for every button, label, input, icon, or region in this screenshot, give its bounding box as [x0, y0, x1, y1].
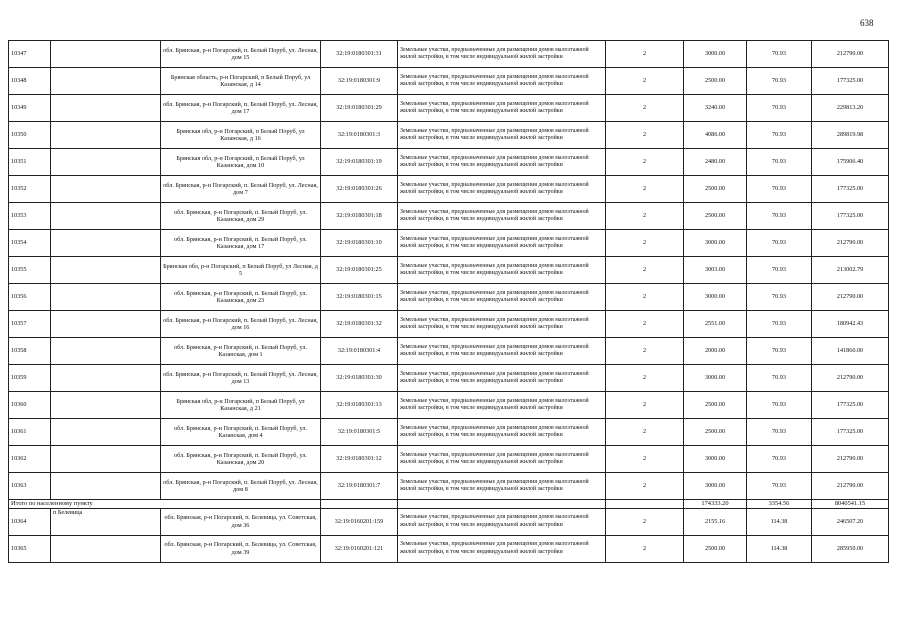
row-number: 10353 [9, 203, 51, 230]
rate-cell: 70.93 [747, 203, 812, 230]
address-cell: обл. Брянская, р-н Погарский, п. Белый Поруб, ул. Казанская, дом 1 [161, 338, 321, 365]
area-cell: 3000.00 [684, 365, 747, 392]
address-cell: обл. Брянская, р-н Погарский, п. Белый Поруб, ул. Лесная, дом 17 [161, 95, 321, 122]
rate-cell: 70.93 [747, 68, 812, 95]
cadastral-value-cell: 212790.00 [812, 230, 889, 257]
group-cell: 2 [606, 284, 684, 311]
table-row [9, 257, 889, 284]
group-cell: 2 [606, 446, 684, 473]
group-cell: 2 [606, 311, 684, 338]
rate-cell: 70.93 [747, 419, 812, 446]
cadastral-value-cell: 177325.00 [812, 392, 889, 419]
address-cell: обл. Брянская, р-н Погарский, п. Белевица, ул. Советская, дом 39 [161, 535, 321, 562]
table-row [9, 338, 889, 365]
area-cell: 2500.00 [684, 392, 747, 419]
rate-cell: 70.93 [747, 95, 812, 122]
group-cell: 2 [606, 473, 684, 500]
table-row [9, 230, 889, 257]
cadastral-number-cell: 32:19:0180301:3 [321, 122, 398, 149]
area-cell: 2480.00 [684, 149, 747, 176]
total-label: Итого по населенному пункту [9, 500, 321, 509]
land-use-cell: Земельные участки, предназначенные для размещения домов малоэтажной жилой застройки, в том числе индивидуальной жилой застройки [398, 176, 606, 203]
land-use-cell: Земельные участки, предназначенные для размещения домов малоэтажной жилой застройки, в том числе индивидуальной жилой застройки [398, 338, 606, 365]
row-number: 10355 [9, 257, 51, 284]
table-row [9, 473, 889, 500]
table-row [9, 149, 889, 176]
cadastral-number-cell: 32:19:0180301:13 [321, 392, 398, 419]
cadastral-number-cell: 32:19:0180301:32 [321, 311, 398, 338]
group-cell: 2 [606, 203, 684, 230]
row-number: 10352 [9, 176, 51, 203]
rate-cell: 70.93 [747, 41, 812, 68]
row-number: 10362 [9, 446, 51, 473]
rate-cell: 70.93 [747, 392, 812, 419]
group-cell: 2 [606, 338, 684, 365]
rate-cell: 70.93 [747, 176, 812, 203]
land-use-cell: Земельные участки, предназначенные для размещения домов малоэтажной жилой застройки, в том числе индивидуальной жилой застройки [398, 203, 606, 230]
area-cell: 2500.00 [684, 419, 747, 446]
row-number: 10359 [9, 365, 51, 392]
cadastral-value-cell: 212790.00 [812, 365, 889, 392]
group-cell: 2 [606, 508, 684, 535]
row-number: 10350 [9, 122, 51, 149]
area-cell: 2500.00 [684, 535, 747, 562]
settlement-cell [51, 311, 161, 338]
cadastral-value-cell: 246507.20 [812, 508, 889, 535]
row-number: 10360 [9, 392, 51, 419]
area-cell: 2155.16 [684, 508, 747, 535]
cadastral-number-cell: 32:19:0180301:4 [321, 338, 398, 365]
settlement-cell [51, 535, 161, 562]
cadastral-number-cell: 32:19:0180301:26 [321, 176, 398, 203]
table-row [9, 508, 889, 535]
land-use-cell: Земельные участки, предназначенные для размещения домов малоэтажной жилой застройки, в том числе индивидуальной жилой застройки [398, 41, 606, 68]
address-cell: обл. Брянская, р-н Погарский, п. Белый Поруб, ул. Лесная, дом 13 [161, 365, 321, 392]
rate-cell: 70.93 [747, 149, 812, 176]
rate-cell: 70.93 [747, 311, 812, 338]
row-number: 10364 [9, 508, 51, 535]
cadastral-number-cell: 32:19:0180301:31 [321, 41, 398, 68]
settlement-cell [51, 41, 161, 68]
area-cell: 2551.00 [684, 311, 747, 338]
address-cell: обл. Брянская, р-н Погарский, п. Белый Поруб, ул. Казанская, дом 4 [161, 419, 321, 446]
cadastral-number-cell: 32:19:0180301:5 [321, 419, 398, 446]
rate-cell: 70.93 [747, 284, 812, 311]
settlement-cell [51, 95, 161, 122]
cadastral-number-cell: 32:19:0180301:7 [321, 473, 398, 500]
table-row [9, 284, 889, 311]
group-cell: 2 [606, 257, 684, 284]
group-cell: 2 [606, 149, 684, 176]
group-cell: 2 [606, 95, 684, 122]
cadastral-number-cell: 32:19:0180301:30 [321, 365, 398, 392]
land-use-cell: Земельные участки, предназначенные для размещения домов малоэтажной жилой застройки, в том числе индивидуальной жилой застройки [398, 95, 606, 122]
row-number: 10347 [9, 41, 51, 68]
land-use-cell: Земельные участки, предназначенные для размещения домов малоэтажной жилой застройки, в том числе индивидуальной жилой застройки [398, 149, 606, 176]
settlement-cell [51, 392, 161, 419]
cadastral-number-cell: 32:19:0180301:18 [321, 203, 398, 230]
row-number: 10363 [9, 473, 51, 500]
group-cell: 2 [606, 419, 684, 446]
row-number: 10357 [9, 311, 51, 338]
land-use-cell: Земельные участки, предназначенные для размещения домов малоэтажной жилой застройки, в том числе индивидуальной жилой застройки [398, 508, 606, 535]
address-cell: обл. Брянская, р-н Погарский, п. Белый Поруб, ул. Лесная, дом 16 [161, 311, 321, 338]
area-cell: 2500.00 [684, 203, 747, 230]
address-cell: обл. Брянская, р-н Погарский, п. Белый Поруб, ул. Лесная, дом 15 [161, 41, 321, 68]
cadastral-value-cell: 212790.00 [812, 446, 889, 473]
cadastral-number-cell: 32:19:0180301:29 [321, 95, 398, 122]
land-use-cell: Земельные участки, предназначенные для размещения домов малоэтажной жилой застройки, в том числе индивидуальной жилой застройки [398, 230, 606, 257]
cadastral-number-cell: 32:19:0180301:25 [321, 257, 398, 284]
table-row [9, 446, 889, 473]
rate-cell: 70.93 [747, 122, 812, 149]
rate-cell: 114.38 [747, 508, 812, 535]
settlement-cell: п Белевица [51, 508, 161, 535]
land-use-cell: Земельные участки, предназначенные для размещения домов малоэтажной жилой застройки, в том числе индивидуальной жилой застройки [398, 365, 606, 392]
cadastral-value-cell: 141860.00 [812, 338, 889, 365]
land-use-cell: Земельные участки, предназначенные для размещения домов малоэтажной жилой застройки, в том числе индивидуальной жилой застройки [398, 122, 606, 149]
land-use-cell: Земельные участки, предназначенные для размещения домов малоэтажной жилой застройки, в том числе индивидуальной жилой застройки [398, 419, 606, 446]
settlement-cell [51, 230, 161, 257]
settlement-cell [51, 176, 161, 203]
land-use-cell: Земельные участки, предназначенные для размещения домов малоэтажной жилой застройки, в том числе индивидуальной жилой застройки [398, 311, 606, 338]
group-cell: 2 [606, 176, 684, 203]
rate-cell: 114.38 [747, 535, 812, 562]
table-row [9, 535, 889, 562]
area-cell: 3000.00 [684, 41, 747, 68]
area-cell: 4086.00 [684, 122, 747, 149]
settlement-total-row [9, 500, 889, 509]
group-cell: 2 [606, 122, 684, 149]
total-rate: 3354.56 [747, 500, 812, 509]
settlement-cell [51, 203, 161, 230]
rate-cell: 70.93 [747, 338, 812, 365]
cadastral-value-cell: 177325.00 [812, 419, 889, 446]
address-cell: обл. Брянская, р-н Погарский, п. Белый Поруб, ул. Лесная, дом 8 [161, 473, 321, 500]
settlement-cell [51, 257, 161, 284]
land-use-cell: Земельные участки, предназначенные для размещения домов малоэтажной жилой застройки, в том числе индивидуальной жилой застройки [398, 392, 606, 419]
cadastral-value-cell: 289819.98 [812, 122, 889, 149]
cadastral-number-cell: 32:19:0160201:159 [321, 508, 398, 535]
area-cell: 3003.00 [684, 257, 747, 284]
address-cell: обл. Брянская, р-н Погарский, п. Белый Поруб, ул. Казанская, дом 23 [161, 284, 321, 311]
settlement-cell [51, 446, 161, 473]
settlement-cell [51, 338, 161, 365]
cadastral-number-cell: 32:19:0180301:12 [321, 446, 398, 473]
cadastral-value-cell: 212790.00 [812, 41, 889, 68]
rate-cell: 70.93 [747, 365, 812, 392]
table-row [9, 95, 889, 122]
row-number: 10356 [9, 284, 51, 311]
cadastral-value-cell: 213002.79 [812, 257, 889, 284]
settlement-cell [51, 68, 161, 95]
cadastral-value-cell: 285950.00 [812, 535, 889, 562]
land-use-cell: Земельные участки, предназначенные для размещения домов малоэтажной жилой застройки, в том числе индивидуальной жилой застройки [398, 284, 606, 311]
cadastral-value-cell: 175906.40 [812, 149, 889, 176]
group-cell: 2 [606, 535, 684, 562]
settlement-cell [51, 365, 161, 392]
rate-cell: 70.93 [747, 446, 812, 473]
row-number: 10358 [9, 338, 51, 365]
group-cell: 2 [606, 230, 684, 257]
address-cell: Брянская обл, р-н Погарский, п Белый Поруб, ул Казанская, дом 10 [161, 149, 321, 176]
table-row [9, 365, 889, 392]
area-cell: 2500.00 [684, 176, 747, 203]
area-cell: 3240.00 [684, 95, 747, 122]
cadastral-value-cell: 180942.43 [812, 311, 889, 338]
group-cell: 2 [606, 41, 684, 68]
land-registry-table [8, 40, 889, 563]
address-cell: Брянская обл, р-н Погарский, п Белый Поруб, ул Казанская, д 16 [161, 122, 321, 149]
rate-cell: 70.93 [747, 473, 812, 500]
area-cell: 2500.00 [684, 68, 747, 95]
address-cell: обл. Брянская, р-н Погарский, п. Белый Поруб, ул. Лесная, дом 7 [161, 176, 321, 203]
address-cell: Брянская обл, р-н Погарский, п Белый Поруб, ул Лесная, д 5 [161, 257, 321, 284]
table-row [9, 392, 889, 419]
settlement-cell [51, 419, 161, 446]
total-area: 174333.20 [684, 500, 747, 509]
settlement-cell [51, 284, 161, 311]
cadastral-number-cell: 32:19:0180301:9 [321, 68, 398, 95]
land-use-cell: Земельные участки, предназначенные для размещения домов малоэтажной жилой застройки, в том числе индивидуальной жилой застройки [398, 473, 606, 500]
table-row [9, 203, 889, 230]
row-number: 10348 [9, 68, 51, 95]
address-cell: обл. Брянская, р-н Погарский, п. Белый Поруб, ул. Казанская, дом 29 [161, 203, 321, 230]
row-number: 10351 [9, 149, 51, 176]
area-cell: 3000.00 [684, 473, 747, 500]
table-row [9, 122, 889, 149]
group-cell: 2 [606, 392, 684, 419]
settlement-cell [51, 149, 161, 176]
settlement-cell [51, 473, 161, 500]
row-number: 10365 [9, 535, 51, 562]
table-row [9, 68, 889, 95]
group-cell: 2 [606, 68, 684, 95]
cadastral-value-cell: 212790.00 [812, 473, 889, 500]
rate-cell: 70.93 [747, 230, 812, 257]
land-use-cell: Земельные участки, предназначенные для размещения домов малоэтажной жилой застройки, в том числе индивидуальной жилой застройки [398, 446, 606, 473]
table-row [9, 176, 889, 203]
area-cell: 3000.00 [684, 284, 747, 311]
row-number: 10349 [9, 95, 51, 122]
page-number: 638 [860, 18, 874, 28]
cadastral-number-cell: 32:19:0180301:10 [321, 230, 398, 257]
total-value: 8040541.15 [812, 500, 889, 509]
cadastral-number-cell: 32:19:0180301:19 [321, 149, 398, 176]
cadastral-number-cell: 32:19:0180301:15 [321, 284, 398, 311]
land-use-cell: Земельные участки, предназначенные для размещения домов малоэтажной жилой застройки, в том числе индивидуальной жилой застройки [398, 535, 606, 562]
cadastral-value-cell: 229813.20 [812, 95, 889, 122]
address-cell: Брянская обл, р-н Погарский, п Белый Поруб, ул Казанская, д 21 [161, 392, 321, 419]
area-cell: 3000.00 [684, 230, 747, 257]
land-use-cell: Земельные участки, предназначенные для размещения домов малоэтажной жилой застройки, в том числе индивидуальной жилой застройки [398, 68, 606, 95]
address-cell: обл. Брянская, р-н Погарский, п. Белый Поруб, ул. Казанская, дом 20 [161, 446, 321, 473]
table-row [9, 41, 889, 68]
table-row [9, 311, 889, 338]
group-cell: 2 [606, 365, 684, 392]
table-row [9, 419, 889, 446]
cadastral-value-cell: 177325.00 [812, 176, 889, 203]
address-cell: обл. Брянская, р-н Погарский, п. Белый Поруб, ул. Казанская, дом 17 [161, 230, 321, 257]
cadastral-number-cell: 32:19:0160201:121 [321, 535, 398, 562]
cadastral-value-cell: 177325.00 [812, 68, 889, 95]
rate-cell: 70.93 [747, 257, 812, 284]
address-cell: обл. Брянская, р-н Погарский, п. Белевица, ул. Советская, дом 36 [161, 508, 321, 535]
cadastral-value-cell: 212790.00 [812, 284, 889, 311]
cadastral-value-cell: 177325.00 [812, 203, 889, 230]
land-use-cell: Земельные участки, предназначенные для размещения домов малоэтажной жилой застройки, в том числе индивидуальной жилой застройки [398, 257, 606, 284]
row-number: 10354 [9, 230, 51, 257]
address-cell: Брянская область, р-н Погарский, п Белый Поруб, ул Казанская, д 14 [161, 68, 321, 95]
area-cell: 2000.00 [684, 338, 747, 365]
area-cell: 3000.00 [684, 446, 747, 473]
row-number: 10361 [9, 419, 51, 446]
settlement-cell [51, 122, 161, 149]
